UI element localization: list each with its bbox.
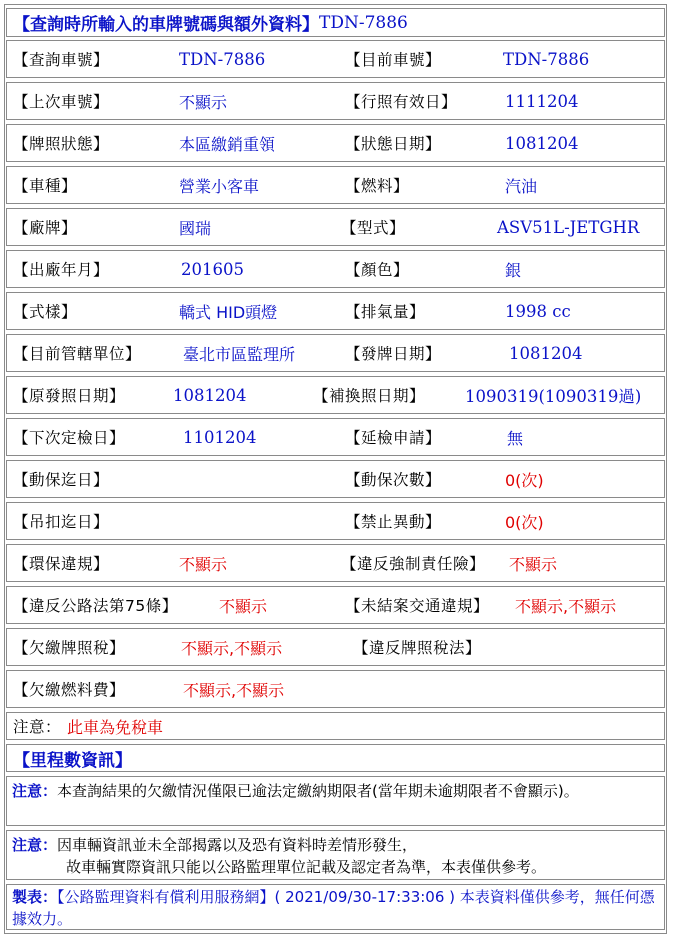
field-value: ASV51L-JETGHR [497,217,640,237]
info-row [6,166,665,204]
field-label: 【車種】 [13,177,78,195]
field-label: 【環保違規】 [13,555,110,573]
field-value: 不顯示,不顯示 [181,638,283,658]
field-label: 【牌照狀態】 [13,135,110,153]
field-label: 【出廠年月】 [13,261,110,279]
info-row [6,82,665,120]
field-value: 不顯示 [179,92,228,112]
field-value: 1090319(1090319過) [465,387,642,406]
field-value: 1998 cc [505,301,571,321]
note-disclaimer-line2: 故車輛實際資訊只能以公路監理單位記載及認定者為準，本表僅供參考。 [66,858,547,876]
info-row [6,208,665,246]
info-row [6,670,665,708]
field-label: 【未結案交通違規】 [345,597,490,615]
field-value: 不顯示,不顯示 [183,680,285,700]
field-label: 【下次定檢日】 [13,429,126,447]
info-row [6,418,665,456]
field-label: 【目前車號】 [345,51,442,69]
field-label: 【原發照日期】 [13,387,126,405]
tax-note-label: 注意： [13,718,62,736]
field-value: 無 [507,428,524,448]
info-row [6,124,665,162]
field-value: 201605 [181,259,244,279]
info-row [6,628,665,666]
mileage-section [6,744,665,772]
info-row [6,292,665,330]
field-label: 【式樣】 [13,303,78,321]
field-value: 不顯示,不顯示 [515,596,617,616]
report-footer [6,884,665,930]
field-label: 【行照有效日】 [345,93,458,111]
field-label: 【違反牌照稅法】 [353,639,482,657]
field-value: 不顯示 [179,554,228,574]
field-label: 【狀態日期】 [345,135,442,153]
note-overdue [6,776,665,826]
field-value: 銀 [505,260,522,280]
field-label: 【欠繳牌照稅】 [13,639,126,657]
note-disclaimer-line1: 因車輛資訊並未全部揭露以及恐有資料時差情形發生， [57,836,418,854]
field-value: 0(次) [505,470,544,490]
field-value: TDN-7886 [503,49,590,69]
field-label: 【顏色】 [345,261,410,279]
field-label: 【禁止異動】 [345,513,442,531]
field-label: 【補換照日期】 [313,387,426,405]
info-row [6,376,665,414]
note-overdue-text: 本查詢結果的欠繳情況僅限已逾法定繳納期限者(當年期未逾期限者不會顯示)。 [57,782,579,800]
field-label: 【動保迄日】 [13,471,110,489]
field-value: 0(次) [505,512,544,532]
field-value: 不顯示 [509,554,558,574]
field-label: 【違反強制責任險】 [341,555,486,573]
field-value: 本區繳銷重領 [179,134,276,154]
field-value: 1081204 [505,133,579,153]
info-row [6,460,665,498]
field-value: 不顯示 [219,596,268,616]
note-disclaimer [6,830,665,880]
report-header [6,8,665,37]
info-row [6,250,665,288]
info-row [6,334,665,372]
field-label: 【型式】 [341,219,406,237]
footer-label: 製表： [12,888,58,906]
note-disclaimer-label: 注意： [12,836,58,854]
field-value: 轎式 HID頭燈 [179,302,278,322]
field-label: 【上次車號】 [13,93,110,111]
note-overdue-label: 注意： [12,782,58,800]
header-title: 【查詢時所輸入的車牌號碼與額外資料】 [13,15,319,35]
info-row [6,40,665,78]
field-value: 汽油 [505,176,538,196]
field-value: 1101204 [183,427,257,447]
field-label: 【排氣量】 [345,303,426,321]
field-label: 【違反公路法第75條】 [13,597,178,615]
field-value: 1081204 [509,343,583,363]
field-value: 營業小客車 [179,176,260,196]
field-label: 【燃料】 [345,177,410,195]
field-value: 國瑞 [179,218,212,238]
field-label: 【欠繳燃料費】 [13,681,126,699]
tax-note-row [6,712,665,740]
field-value: 臺北市區監理所 [183,344,296,364]
field-value: 1081204 [173,385,247,405]
field-label: 【目前管轄單位】 [13,345,142,363]
info-row [6,502,665,540]
footer-text: 【公路監理資料有償利用服務網】( 2021/09/30-17:33:06 ) 本表資料僅供參考，無任何憑據效力。 [12,888,655,928]
field-label: 【動保次數】 [345,471,442,489]
field-value: TDN-7886 [179,49,266,69]
field-value: 1111204 [505,91,579,111]
info-row [6,586,665,624]
tax-note-text: 此車為免稅車 [67,717,164,737]
field-label: 【吊扣迄日】 [13,513,110,531]
header-plate: TDN-7886 [319,12,408,33]
info-row [6,544,665,582]
field-label: 【查詢車號】 [13,51,110,69]
mileage-title: 【里程數資訊】 [13,750,132,771]
field-label: 【發牌日期】 [345,345,442,363]
field-label: 【廠牌】 [13,219,78,237]
field-label: 【延檢申請】 [345,429,442,447]
